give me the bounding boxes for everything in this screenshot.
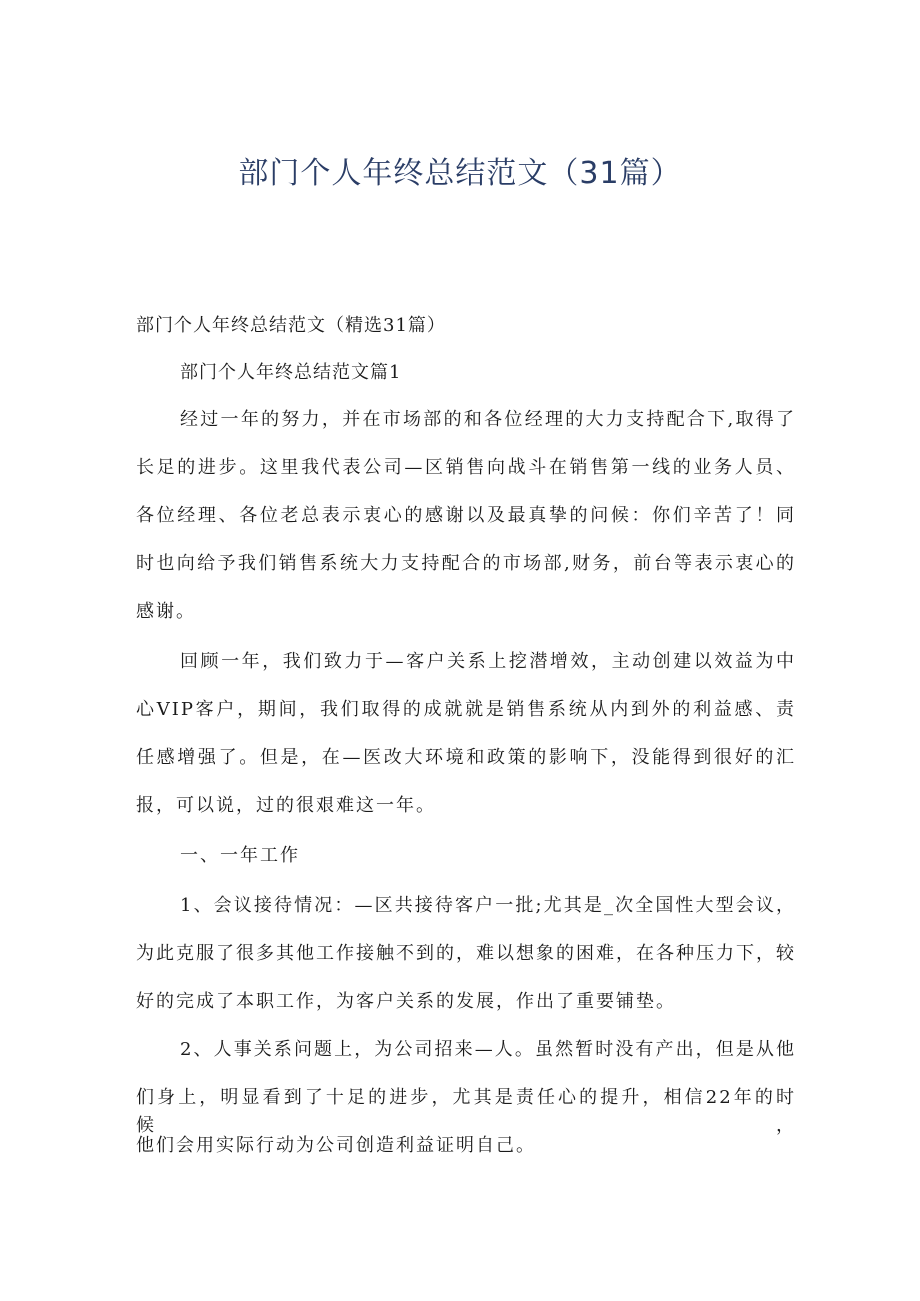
paragraph-line: 任感增强了。但是，在—医改大环境和政策的影响下，没能得到很好的汇: [136, 747, 796, 768]
paragraph-line: 们身上，明显看到了十足的进步，尤其是责任心的提升，相信22年的时候，: [136, 1087, 796, 1136]
paragraph-line: 为此克服了很多其他工作接触不到的，难以想象的困难，在各种压力下，较: [136, 943, 796, 964]
list-heading: 一、一年工作: [180, 845, 300, 866]
paragraph-line: 1、会议接待情况：—区共接待客户一批;尤其是_次全国性大型会议，: [180, 895, 796, 916]
paragraph-line: 回顾一年，我们致力于—客户关系上挖潜增效，主动创建以效益为中: [180, 651, 796, 672]
paragraph-line: 好的完成了本职工作，为客户关系的发展，作出了重要铺垫。: [136, 991, 676, 1012]
paragraph-line: 他们会用实际行动为公司创造利益证明自己。: [136, 1135, 536, 1156]
document-subtitle: 部门个人年终总结范文（精选31篇）: [136, 315, 446, 336]
paragraph-line: 经过一年的努力，并在市场部的和各位经理的大力支持配合下,取得了: [180, 409, 796, 430]
paragraph-line: 感谢。: [136, 601, 196, 622]
paragraph-line: 长足的进步。这里我代表公司—区销售向战斗在销售第一线的业务人员、: [136, 457, 796, 478]
page-title: 部门个人年终总结范文（31篇）: [238, 156, 682, 191]
paragraph-line: 各位经理、各位老总表示衷心的感谢以及最真挚的问候：你们辛苦了！同: [136, 505, 796, 526]
paragraph-line: 2、人事关系问题上，为公司招来—人。虽然暂时没有产出，但是从他: [180, 1039, 796, 1060]
paragraph-line: 报，可以说，过的很艰难这一年。: [136, 795, 436, 816]
paragraph-line: 时也向给予我们销售系统大力支持配合的市场部,财务，前台等表示衷心的: [136, 553, 796, 574]
section-heading: 部门个人年终总结范文篇1: [180, 362, 402, 383]
paragraph-line: 心VIP客户，期间，我们取得的成就就是销售系统从内到外的利益感、责: [136, 699, 796, 720]
